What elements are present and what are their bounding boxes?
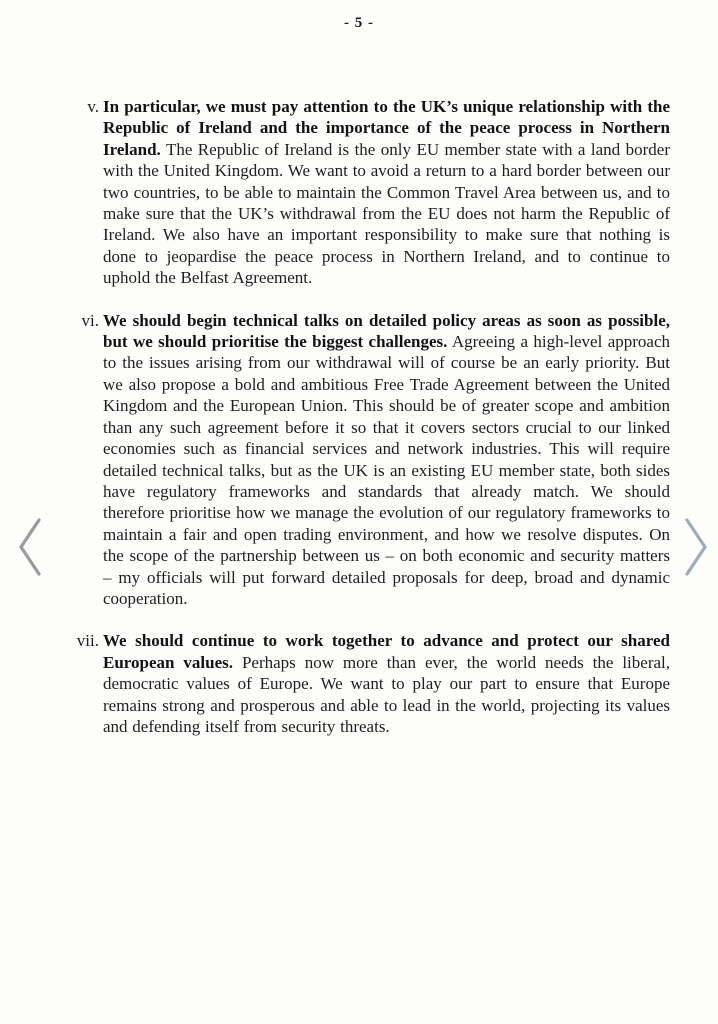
list-marker: vii. <box>76 631 99 651</box>
next-page-button[interactable] <box>679 512 713 582</box>
list-marker: v. <box>87 97 99 116</box>
paragraph-v-bold-text: In particular, we must pay attention to the UK’s unique relationship with the Republic of Ireland and the importance of the peace process in Northern Ireland. <box>103 97 670 159</box>
page-number: - 5 - <box>344 15 374 31</box>
paragraph-v <box>87 96 670 289</box>
prev-page-button[interactable] <box>13 512 47 582</box>
paragraph-vii-bold-text: We should continue to work together to advance and protect our shared European values. <box>103 631 670 672</box>
paragraph-v-text: The Republic of Ireland is the only EU member state with a land border with the United Kingdom. We want to avoid a return to a hard border between our two countries, to be able to maintain the Common Travel Area between us, and to make sure that the UK’s withdrawal from the EU does not harm the Republic of Ireland. We also have an important responsibility to make sure that nothing is done to jeopardise the peace process in Northern Ireland, and to continue to uphold the Belfast Agreement. <box>103 139 670 288</box>
chevron-left-icon <box>17 515 43 579</box>
paragraph-vii-text: Perhaps now more than ever, the world needs the liberal, democratic values of Europe. We want to play our part to ensure that Europe remains strong and prosperous and able to lead in the world, projecting its values and defending itself from security threats. <box>103 652 671 736</box>
document-page <box>0 15 718 1024</box>
list-marker: vi. <box>81 310 99 330</box>
document-body <box>76 96 671 737</box>
paragraph-vi <box>81 310 670 610</box>
paragraph-vii <box>76 630 671 737</box>
paragraph-vi-bold-text: We should begin technical talks on detailed policy areas as soon as possible, but we should prioritise the biggest challenges. <box>103 310 670 352</box>
chevron-right-icon <box>683 515 709 579</box>
paragraph-vi-text: Agreeing a high-level approach to the issues arising from our withdrawal will of course be an early priority. But we also propose a bold and ambitious Free Trade Agreement between the United Kingdom and the European Union. This should be of greater scope and ambition than any such agreement before it so that it covers sectors crucial to our linked economies such as financial services and network industries. This will require detailed technical talks, but as the UK is an existing EU member state, both sides have regulatory frameworks and standards that already match. We should therefore prioritise how we manage the evolution of our regulatory frameworks to maintain a fair and open trading environment, and how we resolve disputes. On the scope of the partnership between us – on both economic and security matters – my officials will put forward detailed proposals for deep, broad and dynamic cooperation. <box>103 332 670 608</box>
